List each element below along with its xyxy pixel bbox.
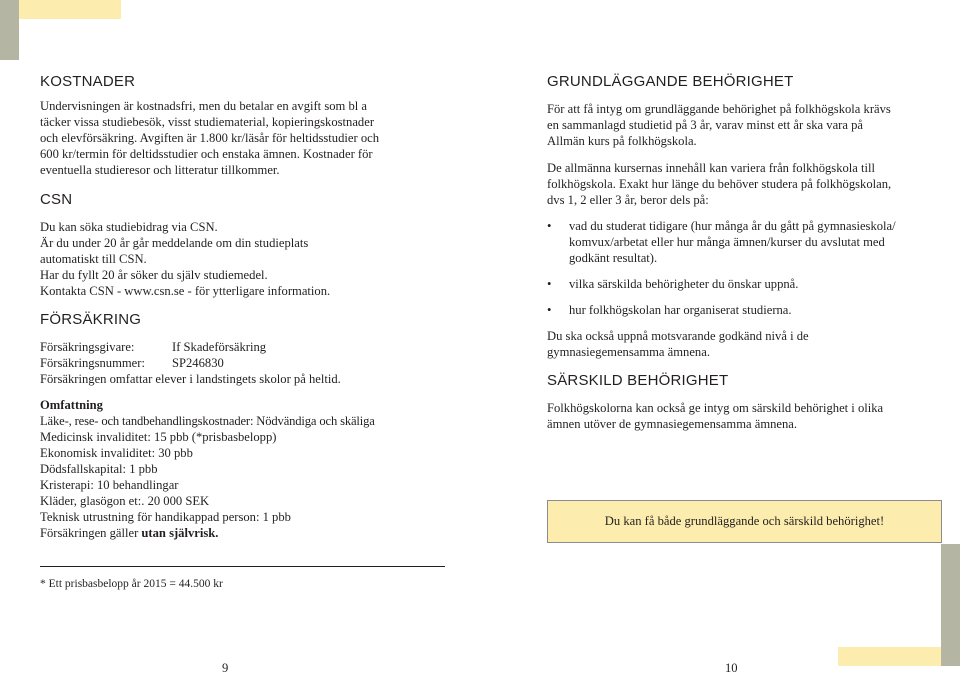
omfattning-section (40, 397, 440, 541)
text-line: en sammanlagd studietid på 3 år, varav minst ett år ska vara på (547, 118, 863, 132)
coverage-line: Läke-, rese- och tandbehandlingskostnader: Nödvändiga och skäliga (40, 414, 375, 428)
grund-paragraph-3 (547, 328, 917, 360)
sarskild-paragraph (547, 400, 917, 432)
grund-paragraph-1 (547, 101, 917, 149)
forsakring-heading: FÖRSÄKRING (40, 311, 142, 328)
coverage-line: Kristerapi: 10 behandlingar (40, 478, 179, 492)
text-line: 600 kr/termin för deltidsstudier och enstaka ämnen. Kostnader för (40, 147, 373, 161)
text-line: ämnen utöver de gymnasiegemensamma ämnena. (547, 417, 798, 431)
text-line: De allmänna kursernas innehåll kan variera från folkhögskola till (547, 161, 876, 175)
text-line: och elevförsäkring. Avgiften är 1.800 kr/läsår för heltidsstudier och (40, 131, 379, 145)
text-line: täcker vissa studiebesök, visst studiematerial, kopieringskostnader (40, 115, 375, 129)
text-line: komvux/arbetat eller hur många ämnen/kurser du avslutat med (569, 235, 885, 249)
callout-text: Du kan få både grundläggande och särskild behörighet! (604, 514, 885, 528)
text-line: automatiskt till CSN. (40, 252, 147, 266)
bottom-right-gray-bar (941, 544, 960, 666)
text-line: vilka särskilda behörigheter du önskar uppnå. (569, 277, 799, 291)
coverage-line: Ekonomisk invaliditet: 30 pbb (40, 446, 193, 460)
coverage-line: Teknisk utrustning för handikappad person: 1 pbb (40, 510, 291, 524)
csn-heading: CSN (40, 191, 73, 208)
footnote: * Ett prisbasbelopp år 2015 = 44.500 kr (40, 578, 223, 590)
bullet-icon: • (547, 303, 552, 317)
prerequisite-list (547, 218, 927, 318)
page-number-left: 9 (222, 661, 229, 675)
text-line: hur folkhögskolan har organiserat studierna. (569, 303, 792, 317)
text-line: Allmän kurs på folkhögskola. (547, 134, 697, 148)
kostnader-heading: KOSTNADER (40, 73, 136, 90)
coverage-line: Dödsfallskapital: 1 pbb (40, 462, 158, 476)
kostnader-paragraph (40, 98, 440, 178)
text-line: Undervisningen är kostnadsfri, men du betalar en avgift som bl a (40, 99, 368, 113)
omfattning-title: Omfattning (40, 398, 103, 412)
footnote-divider (40, 566, 445, 567)
coverage-last-prefix: Försäkringen gäller (40, 526, 142, 540)
text-line: gymnasiegemensamma ämnena. (547, 345, 710, 359)
text-line: För att få intyg om grundläggande behörighet på folkhögskola krävs (547, 102, 891, 116)
coverage-last-bold: utan självrisk. (141, 526, 219, 540)
policy-number-value: SP246830 (172, 356, 224, 370)
text-line: Är du under 20 år går meddelande om din studieplats (40, 236, 309, 250)
policy-number-label: Försäkringsnummer: (40, 356, 145, 370)
coverage-last-line (40, 525, 440, 541)
text-line: Du ska också uppnå motsvarande godkänd nivå i de (547, 329, 809, 343)
callout-box (547, 500, 942, 543)
grundlaggande-heading: GRUNDLÄGGANDE BEHÖRIGHET (547, 73, 794, 90)
insurer-value: If Skadeförsäkring (172, 340, 267, 354)
top-left-gray-bar (0, 0, 19, 60)
sarskild-heading: SÄRSKILD BEHÖRIGHET (547, 372, 729, 389)
text-line: Du kan söka studiebidrag via CSN. (40, 220, 218, 234)
forsakring-paragraph (40, 339, 440, 387)
insurer-label: Försäkringsgivare: (40, 340, 135, 354)
csn-paragraph (40, 219, 440, 299)
page-number-right: 10 (725, 661, 738, 675)
bullet-icon: • (547, 219, 552, 233)
text-line: Har du fyllt 20 år söker du själv studiemedel. (40, 268, 268, 282)
text-line: Försäkringen omfattar elever i landstingets skolor på heltid. (40, 372, 341, 386)
text-line: godkänt resultat). (569, 251, 658, 265)
text-line: dvs 1, 2 eller 3 år, beror dels på: (547, 193, 709, 207)
text-line: Folkhögskolorna kan också ge intyg om särskild behörighet i olika (547, 401, 884, 415)
text-line: eventuella studieresor och litteratur tillkommer. (40, 163, 280, 177)
text-line: Kontakta CSN - www.csn.se - för ytterligare information. (40, 284, 331, 298)
grund-paragraph-2 (547, 160, 917, 208)
coverage-line: Kläder, glasögon et:. 20 000 SEK (40, 494, 210, 508)
text-line: folkhögskola. Exakt hur länge du behöver studera på folkhögskolan, (547, 177, 892, 191)
coverage-line: Medicinsk invaliditet: 15 pbb (*prisbasbelopp) (40, 430, 277, 444)
text-line: vad du studerat tidigare (hur många år du gått på gymnasieskola/ (569, 219, 896, 233)
bullet-icon: • (547, 277, 552, 291)
